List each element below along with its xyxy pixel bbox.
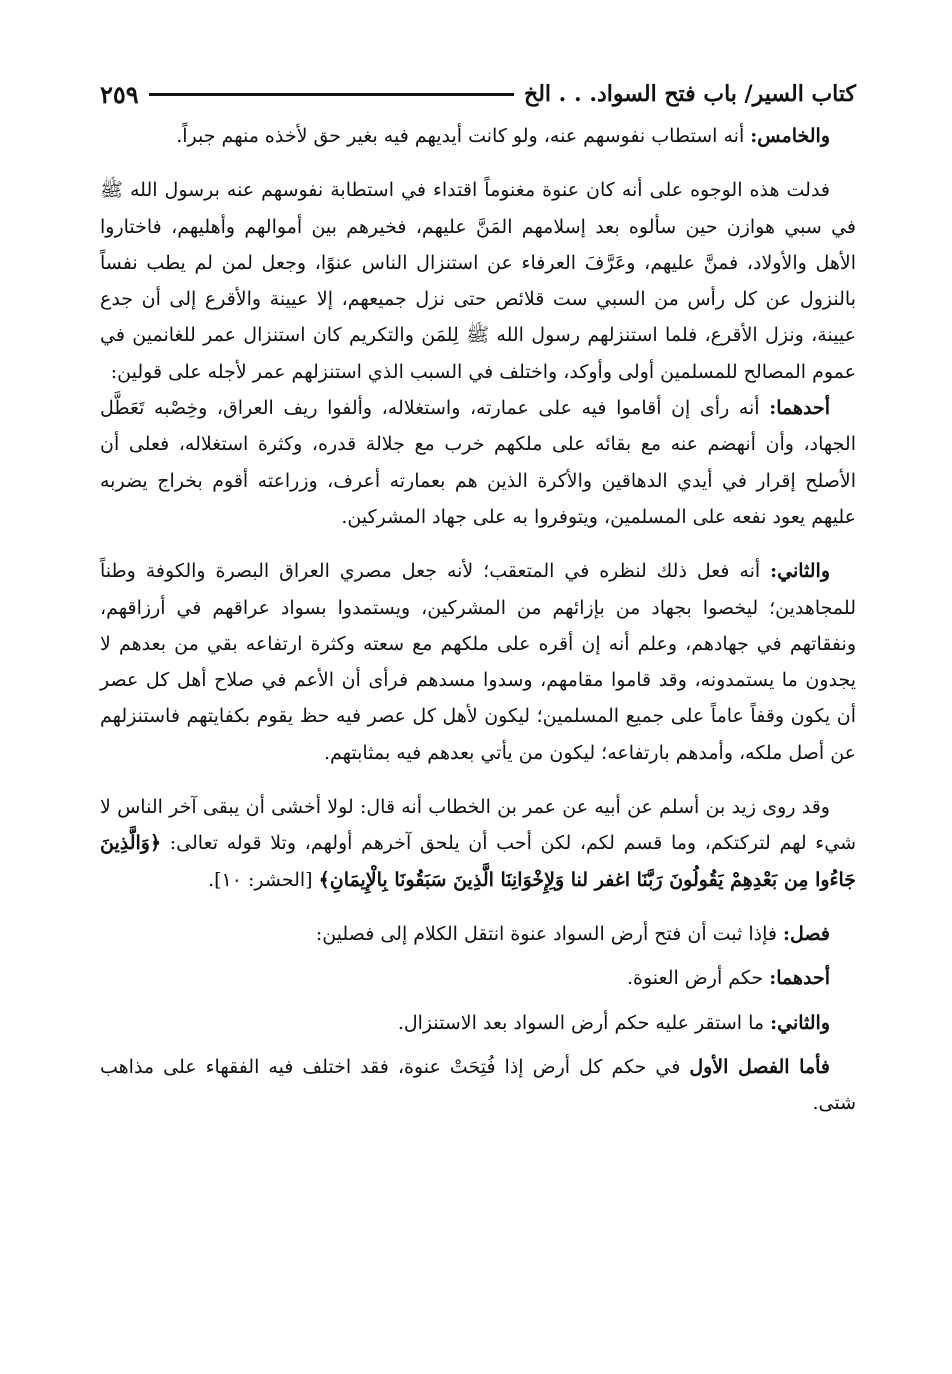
paragraph-evidence (100, 172, 856, 390)
paragraph-lead: فصل: (783, 922, 830, 945)
paragraph-text: فدلت هذه الوجوه على أنه كان عنوة مغنوماً اقتداء في استطابة نفوسهم عنه برسول الله ﷺ في سبي هوازن حين سألوه بعد إسلامهم المَنَّ عليهم، فخيرهم بين أموالهم وأهليهم، فاختاروا الأهل والأولاد، فمنَّ عليهم، وعَرَّفَ العرفاء عن استنزال الناس عنوًا، وجعل لمن لم يطب نفساً بالنزول عن كل رأس من السبي ست قلائص حتى نزل جميعهم، إلا عيينة والأقرع إلى أن جدع عيينة، ونزل الأقرع، فلما استنزلهم رسول الله ﷺ لِلمَن والتكريم كان استنزال عمر للغانمين في عموم المصالح للمسلمين أولى وأوكد، واختلف في السبب الذي استنزلهم عمر لأجله على قولين: (100, 179, 856, 383)
paragraph-text: أنه استطاب نفوسهم عنه، ولو كانت أيديهم فيه بغير حق لأخذه منهم جبراً. (176, 125, 751, 147)
running-title: كتاب السير/ باب فتح السواد. . . الخ (524, 81, 856, 107)
paragraph-section-two (100, 1005, 856, 1041)
paragraph-lead: والثاني: (770, 560, 830, 583)
paragraph-text: أنه فعل ذلك لنظره في المتعقب؛ لأنه جعل مصري العراق البصرة والكوفة وطناً للمجاهدين؛ ليخصوا بجهاد من بإزائهم من المشركين، ويستمدوا بسواد عراقهم في أرزاقهم، ونفقاتهم في جهادهم، وعلم أنه إن أقره على ملكهم مع سعته وكثرة ارتفاعه بقي من بعدهم لا يجدون ما يستمدونه، وقد قاموا مقامهم، وسدوا مسدهم فرأى أن الأعم في صلاح أهل كل عصر أن يكون وقفاً عاماً على جميع المسلمين؛ ليكون لأهل كل عصر فيه حظ يقوم بكفايتهم فاستنزلهم عن أصل ملكه، وأمدهم بارتفاعه؛ ليكون من يأتي بعدهم فيه بمثابتهم. (100, 560, 856, 764)
running-header (100, 74, 856, 114)
paragraph-first-section (100, 1049, 856, 1122)
paragraph-narration (100, 789, 856, 898)
page-number: ٢٥٩ (100, 79, 139, 109)
paragraph-lead: والثاني: (770, 1011, 830, 1034)
paragraph-lead: فأما الفصل الأول (689, 1055, 830, 1078)
paragraph-lead: أحدهما: (769, 967, 830, 990)
paragraph-text: وقد روى زيد بن أسلم عن أبيه عن عمر بن الخطاب أنه قال: لولا أخشى أن يبقى آخر الناس لا شيء لهم لتركتكم، وما قسم لكم، لكن أحب أن يلحق آخرهم أولهم، وتلا قوله تعالى: (100, 796, 856, 855)
paragraph-text: حكم أرض العنوة. (626, 967, 770, 990)
paragraph-lead: أحدهما: (769, 397, 830, 420)
paragraph-fifth (100, 118, 856, 154)
paragraph-text: أنه رأى إن أقاموا فيه على عمارته، واستغلاله، وألفوا ريف العراق، وخِصْبه تَعَطَّل الجهاد، وأن أنهضم عنه مع بقائه على ملكهم خرب مع جلالة قدره، وكثرة استغلاله، فعلى أن الأصلح إقرار في أيدي الدهاقين والأكرة الذين هم بعمارته أعرف، وزراعته أقوم بخراج يضربه عليهم يعود نفعه على المسلمين، ويتوفروا به على جهاد المشركين. (100, 397, 856, 528)
paragraph-second-opinion (100, 553, 856, 771)
paragraph-first-opinion (100, 390, 856, 535)
paragraph-section-one (100, 960, 856, 996)
paragraph-text: ما استقر عليه حكم أرض السواد بعد الاستنزال. (397, 1011, 771, 1034)
paragraph-text: في حكم كل أرض إذا فُتِحَتْ عنوة، فقد اختلف فيه الفقهاء على مذاهب شتى. (100, 1055, 856, 1115)
quran-verse: ﴿وَالَّذِينَ جَاءُوا مِن بَعْدِهِمْ يَقُولُونَ رَبَّنَا اغفر لنا وَلِإِخْوَانِنَا الَّذِينَ سَبَقُونَا بِالْإِيمَانِ﴾ (100, 832, 856, 891)
header-rule (149, 93, 514, 96)
paragraph-section (100, 916, 856, 952)
paragraph-text: فإذا ثبت أن فتح أرض السواد عنوة انتقل الكلام إلى فصلين: (315, 922, 784, 945)
paragraph-lead: والخامس: (750, 125, 830, 147)
verse-citation: [الحشر: ١٠]. (208, 868, 319, 891)
